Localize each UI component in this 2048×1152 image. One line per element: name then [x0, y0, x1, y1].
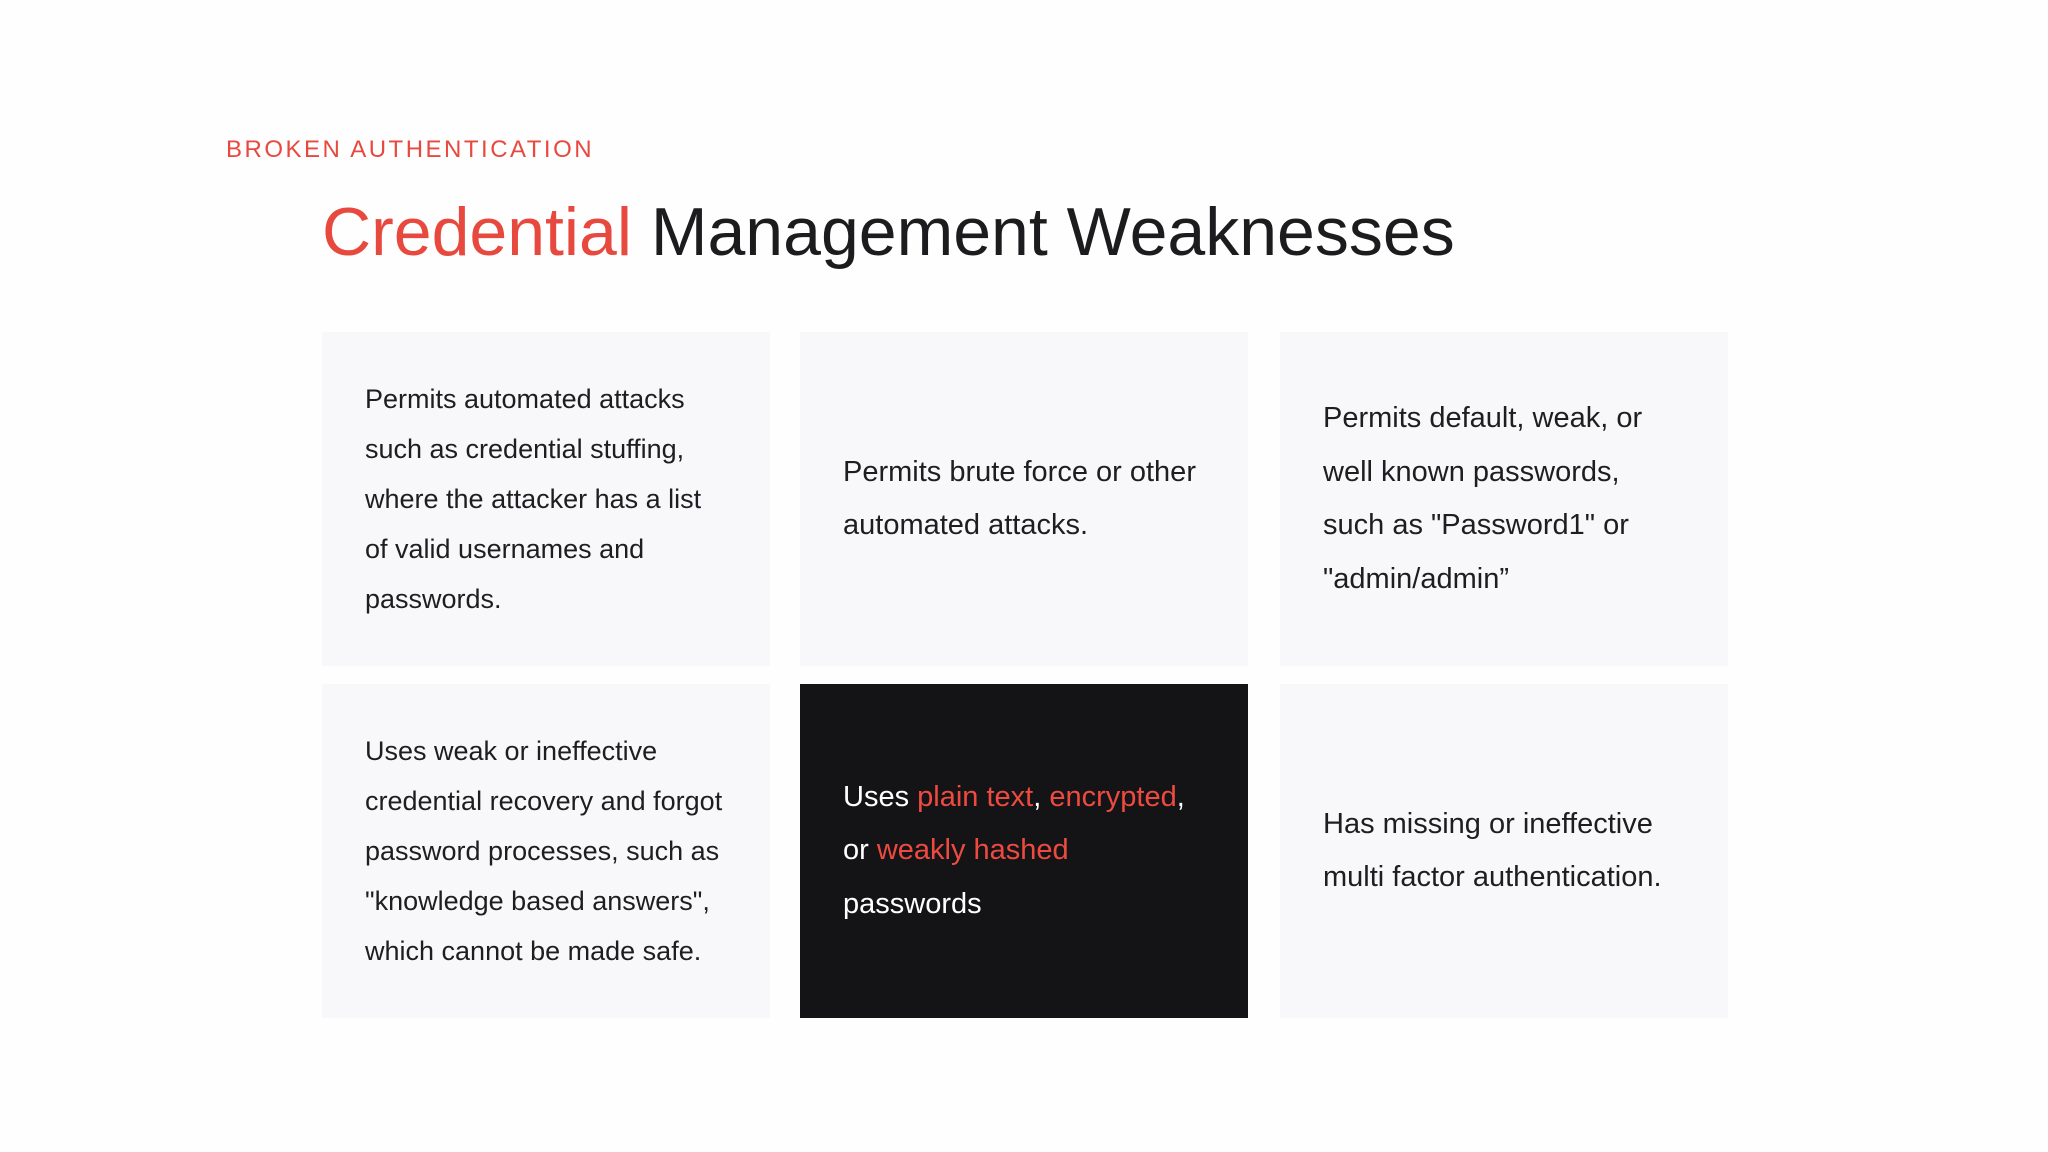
title-rest: Management Weaknesses: [631, 194, 1455, 270]
highlight-encrypted: encrypted: [1049, 780, 1177, 813]
card-text-part: , or: [843, 780, 1185, 867]
title-accent-word: Credential: [322, 194, 632, 270]
weakness-card-weak-passwords: [1280, 332, 1728, 666]
card-text-part: passwords: [843, 887, 982, 920]
weakness-card-automated-attacks: [322, 332, 770, 666]
card-text: Permits brute force or other automated attacks.: [843, 455, 1196, 541]
weakness-grid: [322, 332, 1728, 1018]
slide-title: [322, 186, 1455, 278]
weakness-card-password-storage: [800, 684, 1248, 1018]
weakness-card-mfa: [1280, 684, 1728, 1018]
card-text-part: ,: [1033, 780, 1050, 813]
section-eyebrow: BROKEN AUTHENTICATION: [226, 136, 595, 163]
card-text: Permits automated attacks such as credential stuffing, where the attacker has a list of valid usernames and passwords.: [365, 384, 702, 614]
card-text: Uses weak or ineffective credential recovery and forgot password processes, such as "knowledge based answers", which cannot be made safe.: [365, 736, 723, 966]
card-text-part: Uses: [843, 780, 918, 813]
highlight-plain-text: plain text: [917, 780, 1034, 813]
highlight-weakly-hashed: weakly hashed: [876, 834, 1069, 867]
card-text: Has missing or ineffective multi factor authentication.: [1323, 807, 1662, 893]
weakness-card-brute-force: [800, 332, 1248, 666]
card-text: [843, 771, 1208, 932]
weakness-card-credential-recovery: [322, 684, 770, 1018]
card-text: Permits default, weak, or well known passwords, such as "Password1" or "admin/admin”: [1323, 402, 1643, 595]
